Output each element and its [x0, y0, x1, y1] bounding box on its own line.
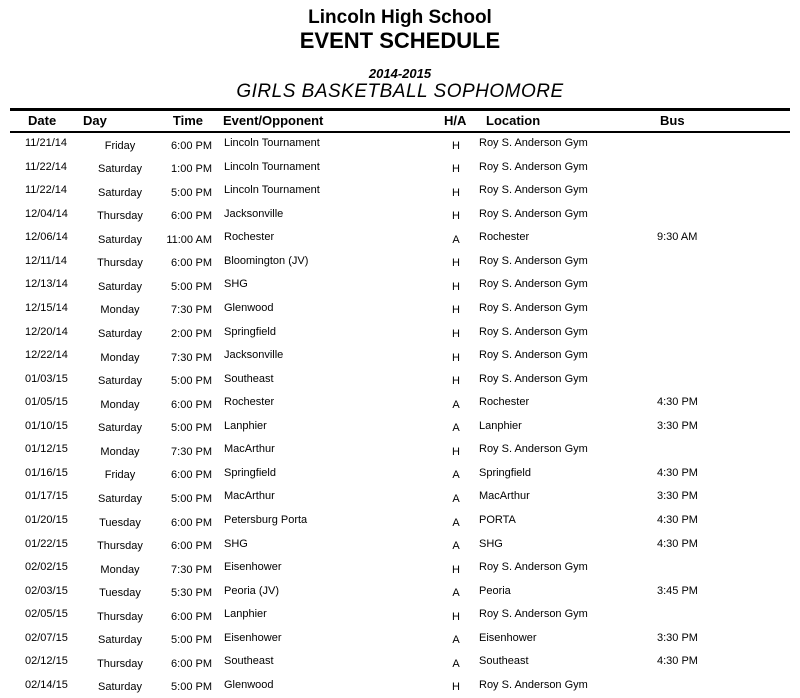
cell-event: Lincoln Tournament — [224, 160, 320, 173]
cell-time: 6:00 PM — [171, 210, 212, 223]
cell-event: Springfield — [224, 466, 276, 479]
cell-day: Saturday — [97, 186, 143, 199]
cell-time: 6:00 PM — [171, 516, 212, 529]
cell-day: Saturday — [97, 634, 143, 647]
cell-date: 02/07/15 — [25, 631, 68, 644]
cell-day: Saturday — [97, 375, 143, 388]
cell-event: Eisenhower — [224, 561, 282, 574]
column-header-location: Location — [486, 113, 541, 128]
table-row — [0, 369, 800, 393]
cell-bus: 9:30 AM — [657, 231, 698, 244]
cell-day: Tuesday — [99, 587, 141, 600]
cell-date: 12/22/14 — [25, 349, 68, 362]
cell-ha: H — [452, 210, 460, 223]
cell-location: Roy S. Anderson Gym — [479, 678, 588, 691]
cell-day: Saturday — [97, 681, 143, 694]
cell-event: Bloomington (JV) — [224, 254, 309, 267]
cell-time: 6:00 PM — [171, 657, 212, 670]
cell-bus: 3:45 PM — [657, 584, 698, 597]
cell-date: 02/05/15 — [25, 608, 68, 621]
table-row — [0, 133, 800, 157]
cell-location: Southeast — [479, 655, 529, 668]
cell-day: Friday — [104, 139, 136, 152]
table-row — [0, 604, 800, 628]
cell-time: 7:30 PM — [171, 563, 212, 576]
cell-day: Monday — [100, 351, 140, 364]
cell-date: 12/04/14 — [25, 207, 68, 220]
cell-location: Roy S. Anderson Gym — [479, 207, 588, 220]
cell-time: 6:00 PM — [171, 398, 212, 411]
cell-location: PORTA — [479, 514, 516, 526]
cell-event: Southeast — [224, 372, 274, 385]
cell-day: Monday — [100, 563, 140, 576]
cell-event: Eisenhower — [224, 631, 282, 644]
column-header-date: Date — [28, 113, 57, 128]
cell-time: 7:30 PM — [171, 445, 212, 458]
cell-day: Thursday — [97, 210, 143, 223]
cell-time: 6:00 PM — [171, 469, 212, 482]
cell-event: Peoria (JV) — [224, 584, 280, 597]
cell-bus: 3:30 PM — [657, 490, 698, 503]
table-row — [0, 581, 800, 605]
table-header-row — [0, 113, 800, 131]
cell-ha: A — [452, 634, 460, 647]
cell-date: 02/14/15 — [25, 678, 68, 691]
cell-location: Roy S. Anderson Gym — [479, 301, 588, 314]
cell-date: 01/05/15 — [25, 396, 68, 409]
cell-date: 01/12/15 — [25, 443, 68, 456]
cell-time: 6:00 PM — [171, 540, 212, 553]
cell-event: Lanphier — [224, 608, 267, 621]
cell-date: 12/15/14 — [25, 301, 68, 314]
cell-ha: H — [452, 681, 460, 694]
cell-time: 11:00 AM — [166, 233, 212, 246]
cell-location: Roy S. Anderson Gym — [479, 608, 588, 621]
cell-location: Lanphier — [479, 419, 522, 432]
cell-event: SHG — [224, 537, 248, 550]
table-row — [0, 204, 800, 228]
table-row — [0, 227, 800, 251]
cell-ha: H — [452, 304, 460, 317]
cell-bus: 4:30 PM — [657, 466, 698, 479]
cell-location: Roy S. Anderson Gym — [479, 443, 588, 456]
cell-event: Jacksonville — [224, 207, 284, 220]
cell-day: Thursday — [97, 657, 143, 670]
cell-date: 11/22/14 — [25, 184, 68, 197]
cell-event: Glenwood — [224, 301, 274, 314]
cell-ha: H — [452, 186, 460, 199]
cell-date: 12/06/14 — [25, 231, 68, 244]
column-header-time: Time — [172, 113, 203, 128]
cell-event: SHG — [224, 278, 248, 291]
cell-ha: A — [452, 540, 460, 553]
cell-time: 6:00 PM — [171, 257, 212, 270]
cell-ha: A — [452, 469, 460, 482]
cell-bus: 4:30 PM — [657, 514, 698, 526]
cell-location: Springfield — [479, 466, 531, 479]
table-row — [0, 439, 800, 463]
cell-bus: 3:30 PM — [657, 631, 698, 644]
cell-bus: 4:30 PM — [657, 396, 698, 409]
column-header-ha: H/A — [444, 113, 467, 128]
cell-day: Saturday — [97, 233, 143, 246]
cell-time: 5:00 PM — [171, 375, 212, 388]
cell-time: 5:00 PM — [171, 634, 212, 647]
cell-location: Rochester — [479, 231, 530, 244]
cell-day: Saturday — [97, 280, 143, 293]
cell-location: Rochester — [479, 396, 530, 409]
cell-day: Saturday — [97, 492, 143, 505]
cell-time: 7:30 PM — [171, 351, 212, 364]
cell-day: Monday — [100, 304, 140, 317]
cell-ha: H — [452, 445, 460, 458]
table-row — [0, 486, 800, 510]
cell-event: Rochester — [224, 396, 275, 409]
cell-event: Petersburg Porta — [224, 514, 308, 526]
cell-time: 5:00 PM — [171, 186, 212, 199]
table-row — [0, 392, 800, 416]
cell-date: 11/21/14 — [25, 137, 68, 149]
cell-location: Roy S. Anderson Gym — [479, 184, 588, 197]
cell-ha: H — [452, 351, 460, 364]
cell-day: Thursday — [97, 540, 143, 553]
table-row — [0, 274, 800, 298]
header-rule-thick — [10, 108, 790, 111]
cell-event: Lincoln Tournament — [224, 184, 320, 197]
cell-location: Roy S. Anderson Gym — [479, 160, 588, 173]
cell-ha: A — [452, 657, 460, 670]
cell-day: Friday — [104, 469, 136, 482]
cell-time: 6:00 PM — [171, 610, 212, 623]
cell-day: Monday — [100, 445, 140, 458]
cell-date: 01/10/15 — [25, 419, 68, 432]
cell-date: 02/12/15 — [25, 655, 68, 668]
cell-event: Glenwood — [224, 678, 274, 691]
cell-date: 01/16/15 — [25, 466, 68, 479]
cell-location: Roy S. Anderson Gym — [479, 349, 588, 362]
cell-ha: H — [452, 163, 460, 176]
cell-location: Roy S. Anderson Gym — [479, 325, 588, 338]
cell-ha: H — [452, 328, 460, 340]
cell-day: Monday — [100, 398, 140, 411]
cell-event: Southeast — [224, 655, 274, 668]
table-row — [0, 534, 800, 558]
table-row — [0, 510, 800, 534]
column-header-day: Day — [83, 113, 107, 128]
cell-time: 1:00 PM — [171, 163, 212, 176]
cell-ha: A — [452, 233, 460, 246]
cell-bus: 3:30 PM — [657, 419, 698, 432]
cell-day: Thursday — [97, 257, 143, 270]
cell-ha: H — [452, 139, 460, 152]
cell-day: Tuesday — [99, 516, 141, 529]
cell-location: MacArthur — [479, 490, 530, 503]
cell-day: Thursday — [97, 610, 143, 623]
cell-date: 12/11/14 — [25, 254, 68, 267]
cell-location: Peoria — [479, 584, 511, 597]
cell-ha: H — [452, 280, 460, 293]
cell-time: 5:00 PM — [171, 280, 212, 293]
cell-date: 02/02/15 — [25, 561, 68, 574]
cell-time: 7:30 PM — [171, 304, 212, 317]
cell-date: 01/22/15 — [25, 537, 68, 550]
column-header-bus: Bus — [660, 113, 685, 128]
cell-time: 5:00 PM — [171, 422, 212, 435]
cell-ha: A — [452, 587, 460, 600]
table-row — [0, 463, 800, 487]
cell-location: Roy S. Anderson Gym — [479, 372, 588, 385]
cell-event: Lanphier — [224, 419, 267, 432]
cell-bus: 4:30 PM — [657, 537, 698, 550]
cell-time: 6:00 PM — [171, 139, 212, 152]
cell-date: 02/03/15 — [25, 584, 68, 597]
cell-location: SHG — [479, 537, 503, 550]
table-row — [0, 180, 800, 204]
cell-ha: H — [452, 375, 460, 388]
cell-event: Rochester — [224, 231, 275, 244]
cell-event: MacArthur — [224, 490, 275, 503]
season-subtitle: 2014-2015 — [368, 66, 432, 81]
cell-date: 11/22/14 — [25, 160, 68, 173]
page-title: EVENT SCHEDULE — [299, 28, 501, 53]
cell-time: 5:00 PM — [171, 492, 212, 505]
cell-event: Jacksonville — [224, 349, 284, 362]
table-row — [0, 416, 800, 440]
table-row — [0, 251, 800, 275]
cell-event: Lincoln Tournament — [224, 137, 320, 149]
cell-date: 12/13/14 — [25, 278, 68, 291]
cell-time: 5:00 PM — [171, 681, 212, 694]
table-row — [0, 651, 800, 675]
cell-event: Springfield — [224, 325, 276, 338]
cell-date: 12/20/14 — [25, 325, 68, 338]
cell-bus: 4:30 PM — [657, 655, 698, 668]
cell-ha: H — [452, 610, 460, 623]
cell-ha: H — [452, 563, 460, 576]
cell-time: 5:30 PM — [171, 587, 212, 600]
cell-date: 01/17/15 — [25, 490, 68, 503]
cell-ha: A — [452, 516, 460, 529]
cell-date: 01/03/15 — [25, 372, 68, 385]
table-row — [0, 628, 800, 652]
table-row — [0, 157, 800, 181]
team-subtitle: GIRLS BASKETBALL SOPHOMORE — [236, 81, 564, 102]
school-name: Lincoln High School — [308, 7, 492, 28]
cell-event: MacArthur — [224, 443, 275, 456]
column-header-event: Event/Opponent — [223, 113, 324, 128]
cell-time: 2:00 PM — [171, 328, 212, 340]
cell-location: Eisenhower — [479, 631, 537, 644]
table-row — [0, 298, 800, 322]
cell-location: Roy S. Anderson Gym — [479, 278, 588, 291]
table-row — [0, 675, 800, 698]
cell-day: Saturday — [97, 163, 143, 176]
cell-ha: A — [452, 422, 460, 435]
cell-location: Roy S. Anderson Gym — [479, 137, 588, 149]
cell-date: 01/20/15 — [25, 514, 68, 526]
cell-location: Roy S. Anderson Gym — [479, 254, 588, 267]
cell-day: Saturday — [97, 422, 143, 435]
table-row — [0, 322, 800, 346]
table-row — [0, 345, 800, 369]
cell-day: Saturday — [97, 328, 143, 340]
cell-ha: A — [452, 398, 460, 411]
cell-ha: A — [452, 492, 460, 505]
table-row — [0, 557, 800, 581]
schedule-rows — [0, 133, 800, 698]
cell-ha: H — [452, 257, 460, 270]
cell-location: Roy S. Anderson Gym — [479, 561, 588, 574]
